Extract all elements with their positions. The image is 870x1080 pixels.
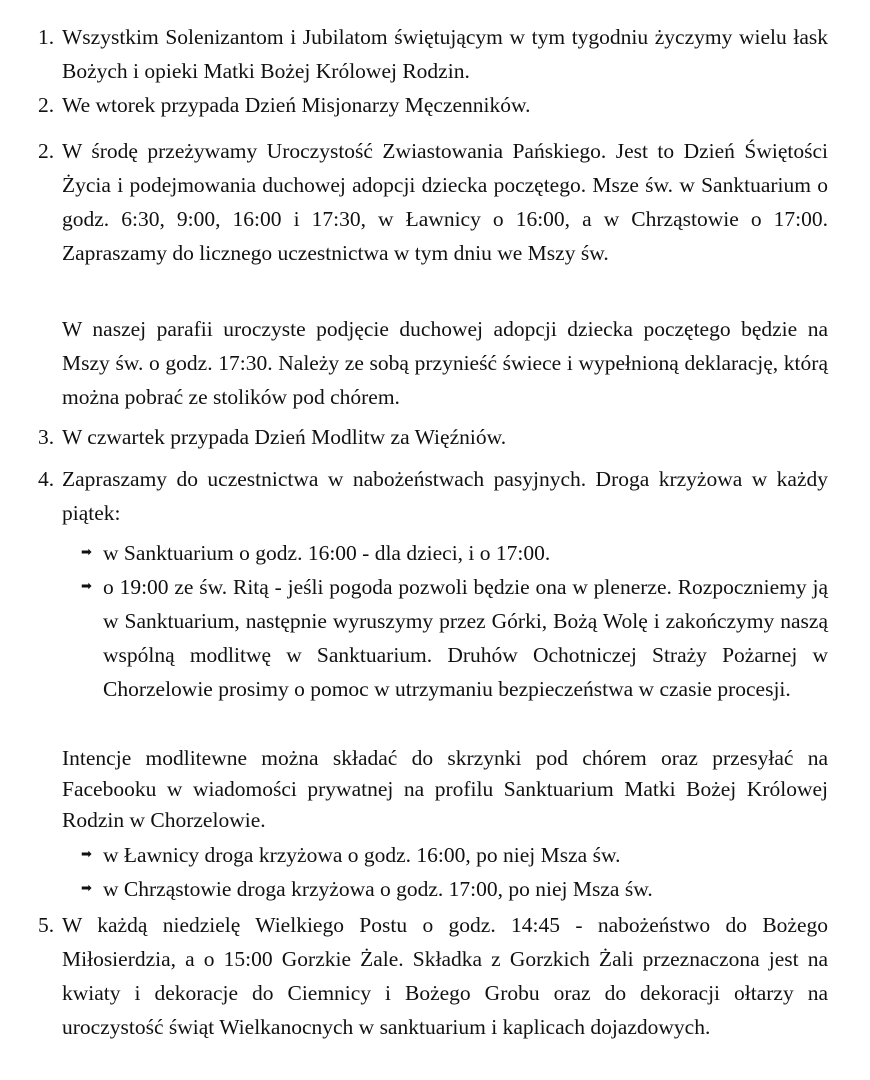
list-item-4 xyxy=(38,462,828,530)
item-text: Zapraszamy do uczestnictwa w nabożeństwach pasyjnych. Droga krzyżowa w każdy piątek: xyxy=(62,467,828,525)
item-number: 4. xyxy=(38,467,55,491)
bullet-item xyxy=(81,872,828,906)
item-number: 1. xyxy=(38,25,55,49)
bullet-item xyxy=(81,838,828,872)
bullet-text: w Sanktuarium o godz. 16:00 - dla dzieci, i o 17:00. xyxy=(103,541,551,565)
list-item-2b xyxy=(38,134,828,270)
item-number: 5. xyxy=(38,913,55,937)
item-number: 2. xyxy=(38,93,55,117)
item-continuation-paragraph: Intencje modlitewne można składać do skrzynki pod chórem oraz przesyłać na Facebooku w wiadomości prywatnej na profilu Sanktuarium Matki Bożej Królowej Rodzin w Chorzelowie. xyxy=(62,746,828,832)
right-arrow-icon: ➡ xyxy=(81,545,92,560)
bullet-item xyxy=(81,536,828,570)
item-continuation-paragraph: W naszej parafii uroczyste podjęcie duchowej adopcji dziecka poczętego będzie na Mszy św. o godz. 17:30. Należy ze sobą przynieść świece i wypełnioną deklarację, którą można pobrać ze stolików pod chórem. xyxy=(62,317,828,409)
item-number: 3. xyxy=(38,425,55,449)
item-number: 2. xyxy=(38,139,55,163)
item-text: W środę przeżywamy Uroczystość Zwiastowania Pańskiego. Jest to Dzień Świętości Życia i podejmowania duchowej adopcji dziecka poczętego. Msze św. w Sanktuarium o godz. 6:30, 9:00, 16:00 i 17:30, w Ławnicy o 16:00, a w Chrząstowie o 17:00. Zapraszamy do licznego uczestnictwa w tym dniu we Mszy św. xyxy=(62,139,828,265)
list-item-1 xyxy=(38,20,828,88)
bullet-text: w Chrząstowie droga krzyżowa o godz. 17:00, po niej Msza św. xyxy=(103,877,653,901)
right-arrow-icon: ➡ xyxy=(81,881,92,896)
bullet-text: w Ławnicy droga krzyżowa o godz. 16:00, po niej Msza św. xyxy=(103,843,621,867)
list-item-2 xyxy=(38,88,828,122)
list-item-3 xyxy=(38,420,828,454)
right-arrow-icon: ➡ xyxy=(81,579,92,594)
item-text: W każdą niedzielę Wielkiego Postu o godz. 14:45 - nabożeństwo do Bożego Miłosierdzia, a o 15:00 Gorzkie Żale. Składka z Gorzkich Żali przeznaczona jest na kwiaty i dekoracje do Ciemnicy i Bożego Grobu oraz do dekoracji ołtarzy na uroczystość świąt Wielkanocnych w sanktuarium i kaplicach dojazdowych. xyxy=(62,913,828,1039)
list-item-5 xyxy=(38,908,828,1044)
right-arrow-icon: ➡ xyxy=(81,847,92,862)
item-text: We wtorek przypada Dzień Misjonarzy Męczenników. xyxy=(62,93,531,117)
item-text: Wszystkim Solenizantom i Jubilatom świętującym w tym tygodniu życzymy wielu łask Bożych i opieki Matki Bożej Królowej Rodzin. xyxy=(62,25,828,83)
bullet-item xyxy=(81,570,828,706)
item-text: W czwartek przypada Dzień Modlitw za Więźniów. xyxy=(62,425,507,449)
bullet-text: o 19:00 ze św. Ritą - jeśli pogoda pozwoli będzie ona w plenerze. Rozpoczniemy ją w Sanktuarium, następnie wyruszymy przez Górki, Bożą Wolę i zakończymy naszą wspólną modlitwę w Sanktuarium. Druhów Ochotniczej Straży Pożarnej w Chorzelowie prosimy o pomoc w utrzymaniu bezpieczeństwa w czasie procesji. xyxy=(103,575,828,701)
